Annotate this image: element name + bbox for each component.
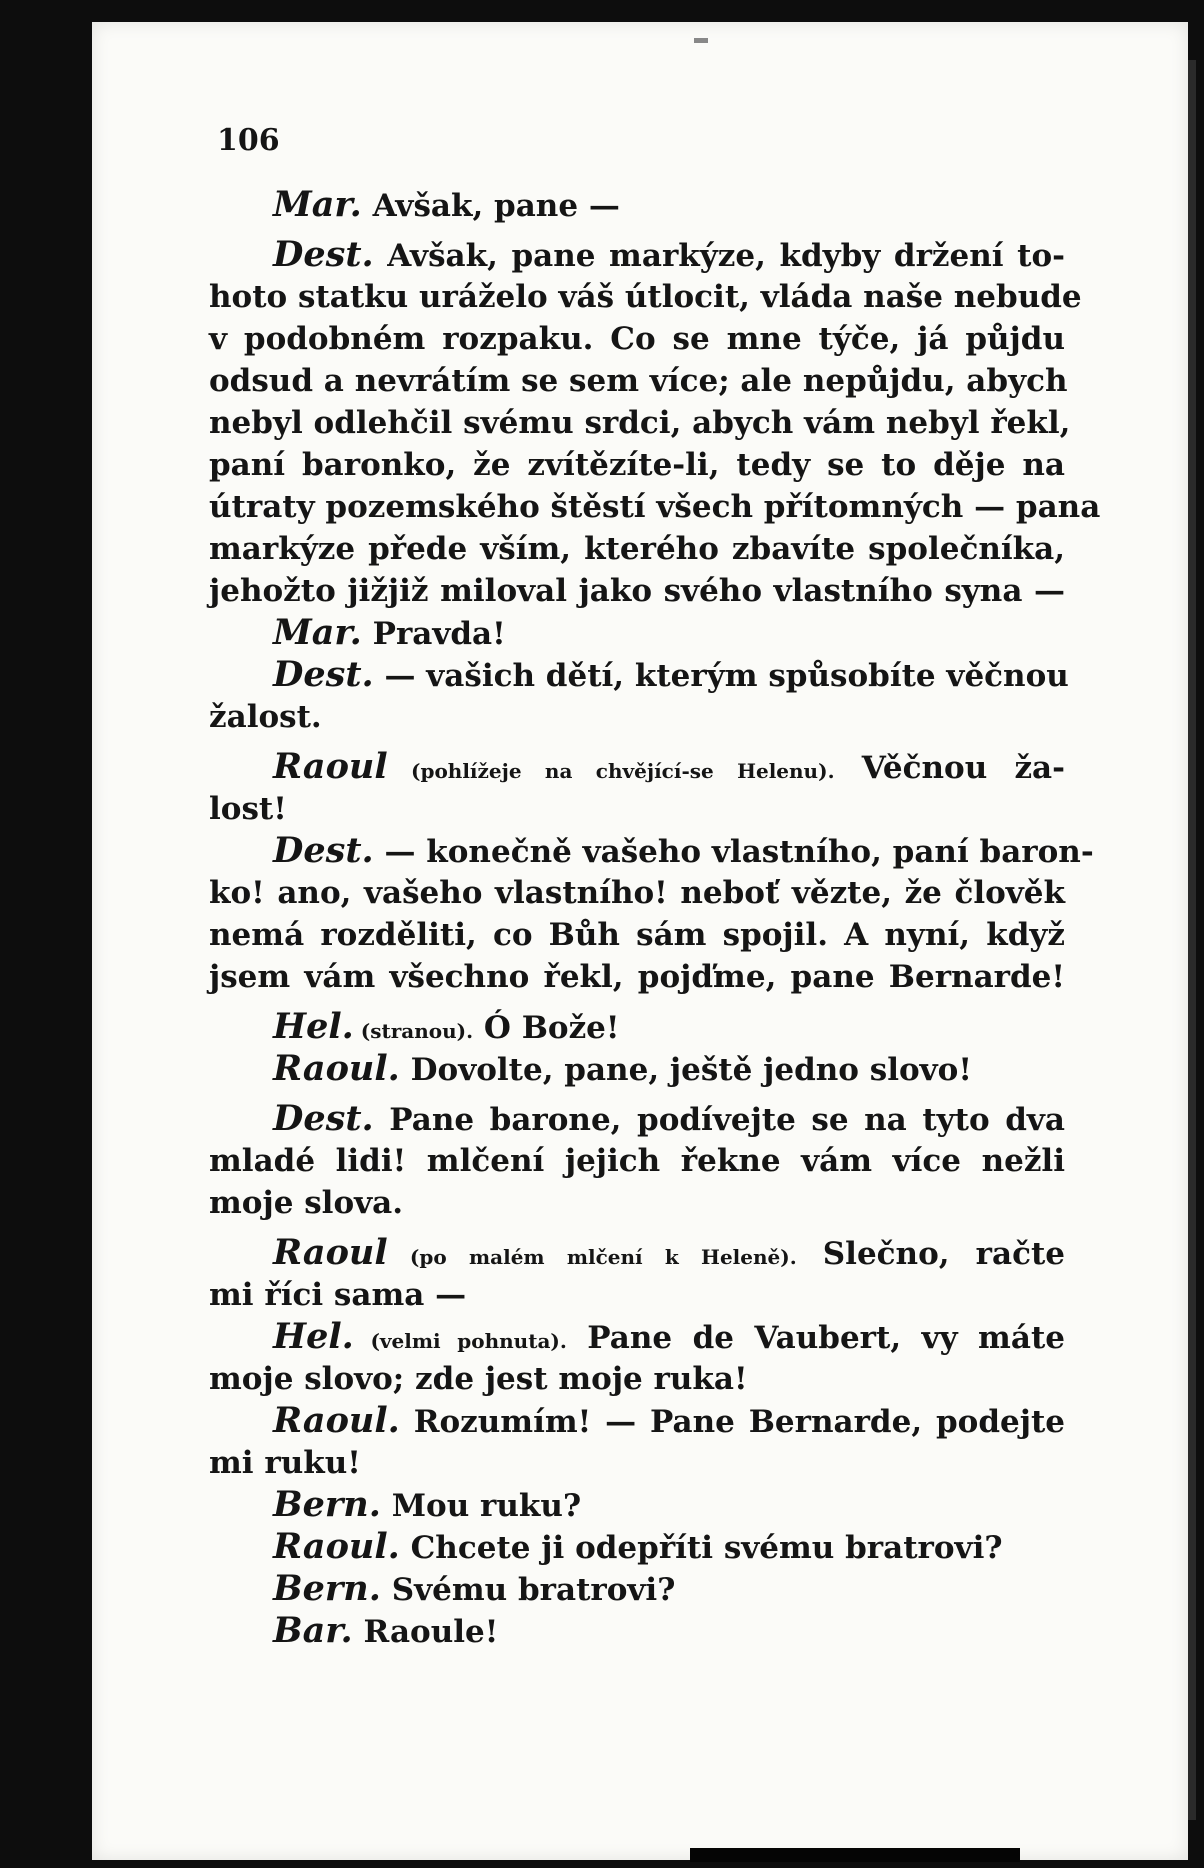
speaker-name: Bar. (273, 1610, 353, 1651)
stage-direction: (stranou). (353, 1019, 474, 1043)
text-line: Raoul. Rozumím! — Pane Bernarde, podejte (273, 1400, 1065, 1441)
speaker-name: Mar. (273, 184, 362, 225)
stage-direction: (pohlížeje na chvějící-se Helenu). (387, 759, 835, 783)
text-line: paní baronko, že zvítězíte-li, tedy se to děje na (209, 447, 1065, 483)
text-line: Dest. — konečně vašeho vlastního, paní baron- (273, 830, 1094, 871)
speaker-name: Mar. (273, 612, 362, 653)
speaker-name: Bern. (273, 1484, 381, 1525)
text-line: nemá rozděliti, co Bůh sám spojil. A nyní, když (209, 917, 1065, 953)
speaker-name: Raoul. (273, 1048, 400, 1089)
speaker-name: Raoul. (273, 1400, 400, 1441)
text-line: jehožto jižjiž miloval jako svého vlastního syna — (209, 573, 1065, 609)
text-line: Hel. (velmi pohnuta). Pane de Vaubert, vy máte (273, 1316, 1065, 1357)
text-line: Bar. Raoule! (273, 1610, 499, 1651)
speaker-name: Dest. (273, 830, 374, 871)
text-line: žalost. (209, 699, 322, 735)
text-line: Dest. Pane barone, podívejte se na tyto dva (273, 1098, 1065, 1139)
text-line: hoto statku uráželo váš útlocit, vláda naše nebude (209, 279, 1082, 315)
text-line: útraty pozemského štěstí všech přítomných — pana (209, 489, 1101, 525)
scan-mark (694, 38, 708, 43)
scan-bottom-bar (690, 1848, 1020, 1862)
text-line: moje slova. (209, 1185, 404, 1221)
text-line: Hel. (stranou). Ó Bože! (273, 1006, 620, 1047)
speaker-name: Bern. (273, 1568, 381, 1609)
text-line: nebyl odlehčil svému srdci, abych vám nebyl řekl, (209, 405, 1071, 441)
text-line: Mar. Pravda! (273, 612, 506, 653)
text-line: Raoul (pohlížeje na chvějící-se Helenu). Věčnou ža- (273, 746, 1066, 787)
text-line: ko! ano, vašeho vlastního! neboť vězte, že člověk (209, 875, 1065, 911)
text-line: mladé lidi! mlčení jejich řekne vám více nežli (209, 1143, 1065, 1179)
text-line: mi ruku! (209, 1445, 361, 1481)
text-line: mi říci sama — (209, 1277, 467, 1313)
stage-direction: (velmi pohnuta). (353, 1329, 567, 1353)
text-line: Dest. — vašich dětí, kterým spůsobíte věčnou (273, 654, 1069, 695)
speaker-name: Raoul (273, 1232, 388, 1273)
text-line: Raoul. Chcete ji odepříti svému bratrovi? (273, 1526, 1003, 1567)
text-line: markýze přede vším, kterého zbavíte společníka, (209, 531, 1065, 567)
speaker-name: Raoul. (273, 1526, 400, 1567)
speaker-name: Raoul (273, 746, 388, 787)
speaker-name: Dest. (273, 234, 374, 275)
text-line: Mar. Avšak, pane — (273, 184, 620, 225)
speaker-name: Hel. (273, 1316, 354, 1357)
text-line: jsem vám všechno řekl, pojďme, pane Bernarde! (209, 959, 1065, 995)
page-edge-shadow (1188, 60, 1196, 1820)
text-line: Raoul (po malém mlčení k Heleně). Slečno, račte (273, 1232, 1065, 1273)
text-line: odsud a nevrátím se sem více; ale nepůjdu, abych (209, 363, 1068, 399)
text-line: Dest. Avšak, pane markýze, kdyby držení to- (273, 234, 1065, 275)
speaker-name: Dest. (273, 654, 374, 695)
text-line: v podobném rozpaku. Co se mne týče, já půjdu (209, 321, 1065, 357)
text-line: Raoul. Dovolte, pane, ještě jedno slovo! (273, 1048, 972, 1089)
stage-direction: (po malém mlčení k Heleně). (387, 1245, 797, 1269)
text-line: Bern. Svému bratrovi? (273, 1568, 676, 1609)
text-line: moje slovo; zde jest moje ruka! (209, 1361, 748, 1397)
text-line: lost! (209, 791, 287, 827)
speaker-name: Hel. (273, 1006, 354, 1047)
page-text (209, 120, 1101, 1652)
page-number: 106 (217, 123, 280, 158)
speaker-name: Dest. (273, 1098, 374, 1139)
text-line: Bern. Mou ruku? (273, 1484, 582, 1525)
